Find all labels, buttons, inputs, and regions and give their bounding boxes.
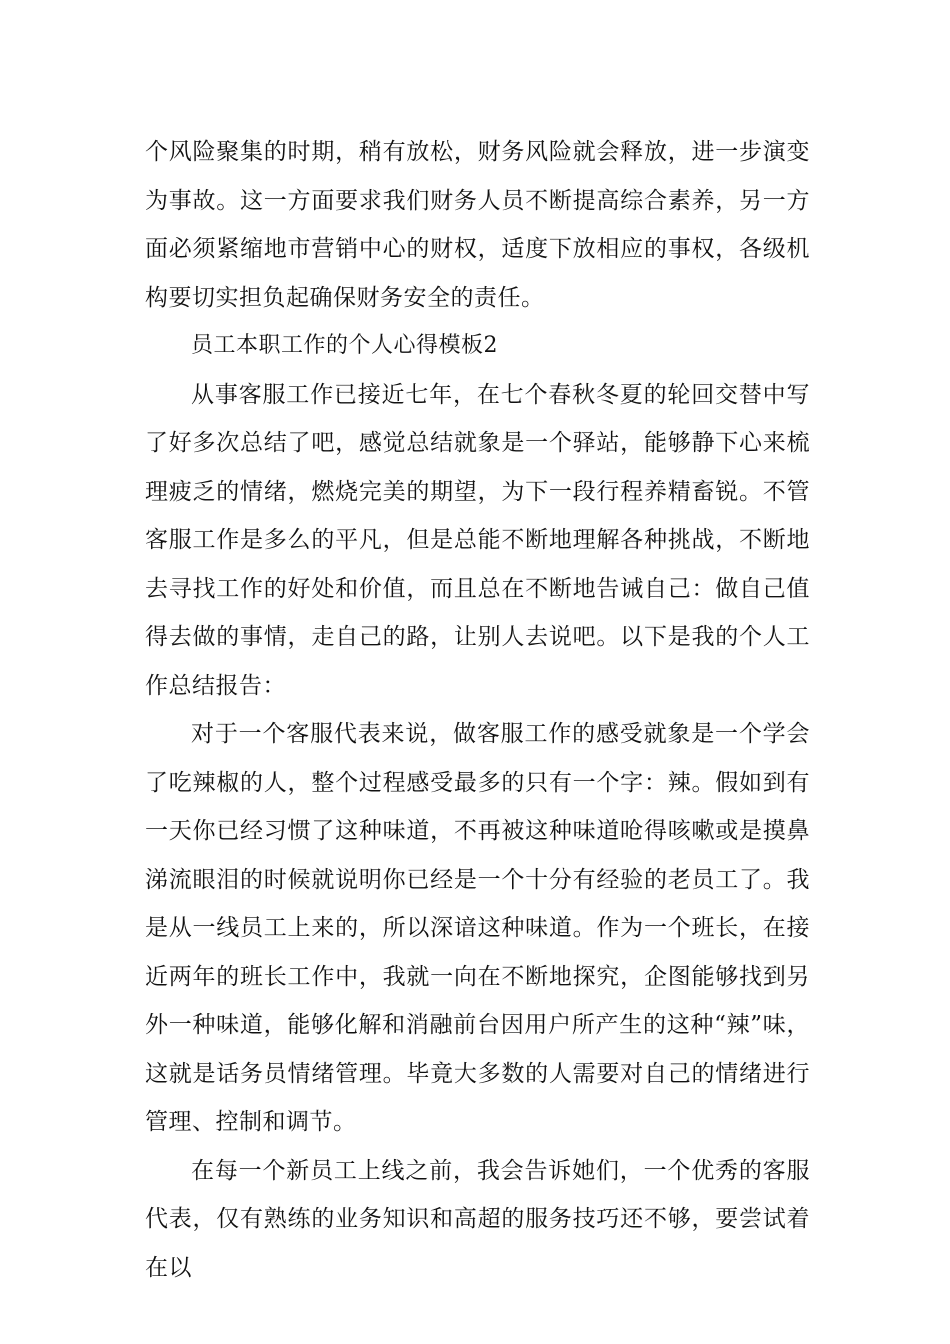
document-page <box>145 128 810 1292</box>
paragraph-new-staff: 在每一个新员工上线之前，我会告诉她们，一个优秀的客服代表，仅有熟练的业务知识和高超的服务技巧还不够，要尝试着在以 <box>145 1157 810 1281</box>
section-heading: 员工本职工作的个人心得模板2 <box>191 333 498 358</box>
paragraph-continued: 个风险聚集的时期，稍有放松，财务风险就会释放，进一步演变为事故。这一方面要求我们财务人员不断提高综合素养，另一方面必须紧缩地市营销中心的财权，适度下放相应的事权，各级机构要切实担负起确保财务安全的责任。 <box>145 139 810 311</box>
paragraph-feeling: 对于一个客服代表来说，做客服工作的感受就象是一个学会了吃辣椒的人，整个过程感受最多的只有一个字：辣。假如到有一天你已经习惯了这种味道，不再被这种味道呛得咳嗽或是摸鼻涕流眼泪的时候就说明你已经是一个十分有经验的老员工了。我是从一线员工上来的，所以深谙这种味道。作为一个班长，在接近两年的班长工作中，我就一向在不断地探究，企图能够找到另外一种味道，能够化解和消融前台因用户所产生的这种“辣”味，这就是话务员情绪管理。毕竟大多数的人需要对自己的情绪进行管理、控制和调节。 <box>145 721 810 1135</box>
paragraph-intro: 从事客服工作已接近七年，在七个春秋冬夏的轮回交替中写了好多次总结了吧，感觉总结就象是一个驿站，能够静下心来梳理疲乏的情绪，燃烧完美的期望，为下一段行程养精畜锐。不管客服工作是多么的平凡，但是总能不断地理解各种挑战，不断地去寻找工作的好处和价值，而且总在不断地告诫自己：做自己值得去做的事情，走自己的路，让别人去说吧。以下是我的个人工作总结报告： <box>145 381 810 699</box>
